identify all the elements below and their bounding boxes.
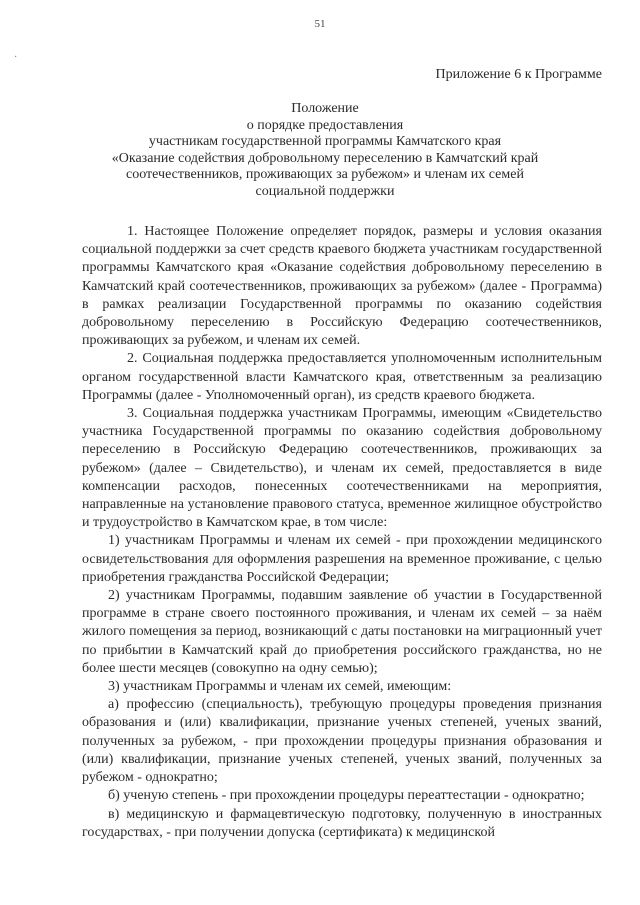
paragraph-1: 1. Настоящее Положение определяет порядок, размеры и условия оказания социальной поддержки за счет средств краевого бюджета участникам государственной программы Камчатского края «Оказание содействия добровольному переселению в Камчатский край соотечественников, проживающих за рубежом» (далее - Программа) в рамках реализации Государственной программы по оказанию содействия добровольному переселению в Российскую Федерацию соотечественников, проживающих за рубежом, и членам их семей. <box>82 224 602 349</box>
title-line: участникам государственной программы Камчатского края <box>148 134 502 150</box>
document-title <box>60 101 590 201</box>
sub-item-3: 3) участникам Программы и членам их семей, имеющим: <box>108 679 452 695</box>
title-line: Положение <box>291 101 359 116</box>
margin-mark: · <box>14 52 18 63</box>
paragraph-2: 2. Социальная поддержка предоставляется уполномоченным исполнительным органом государственной власти Камчатского края, ответственным за реализацию Программы (далее - Уполномоченный орган), из средств краевого бюджета. <box>82 351 602 403</box>
title-line: о порядке предоставления <box>246 117 404 133</box>
document-body <box>82 223 602 842</box>
sub-item-1: 1) участникам Программы и членам их семей - при прохождении медицинского освидетельствования для оформления разрешения на временное проживание, с целью приобретения гражданства Российской Федерации; <box>82 533 602 585</box>
title-line: соотечественников, проживающих за рубежом» и членам их семей <box>126 167 524 183</box>
sub-item-3a: а) профессию (специальность), требующую процедуры проведения признания образования и (или) квалификации, признание ученых степеней, ученых званий, полученных за рубежом, - при прохождении процедуры признания образования и (или) квалификации, признание ученых степеней, ученых званий, полученных за рубежом - однократно; <box>82 697 602 786</box>
sub-item-3c: в) медицинскую и фармацевтическую подготовку, полученную в иностранных государствах, - при получении допуска (сертификата) к медицинской <box>82 806 602 840</box>
title-line: «Оказание содействия добровольному переселению в Камчатский край <box>111 150 539 166</box>
sub-item-2: 2) участникам Программы, подавшим заявление об участии в Государственной программе в стране своего постоянного проживания, и членам их семей – за наём жилого помещения за период, возникающий с даты постановки на миграционный учет по прибытии в Камчатский край до приобретения российского гражданства, но не более шести месяцев (совокупно на одну семью); <box>82 588 602 676</box>
title-line: социальной поддержки <box>255 183 395 199</box>
paragraph-3: 3. Социальная поддержка участникам Программы, имеющим «Свидетельство участника Государственной программы по оказанию содействия добровольному переселению в Российскую Федерацию соотечественников, проживающих за рубежом» (далее – Свидетельство), и членам их семей, предоставляется в виде компенсации расходов, понесенных соотечественниками на мероприятия, направленные на установление правового статуса, временное жилищное обустройство и трудоустройство в Камчатском крае, в том числе: <box>82 406 602 531</box>
page-number: 51 <box>314 18 326 30</box>
sub-item-3b: б) ученую степень - при прохождении процедуры переаттестации - однократно; <box>108 788 585 804</box>
appendix-label: Приложение 6 к Программе <box>435 67 602 82</box>
